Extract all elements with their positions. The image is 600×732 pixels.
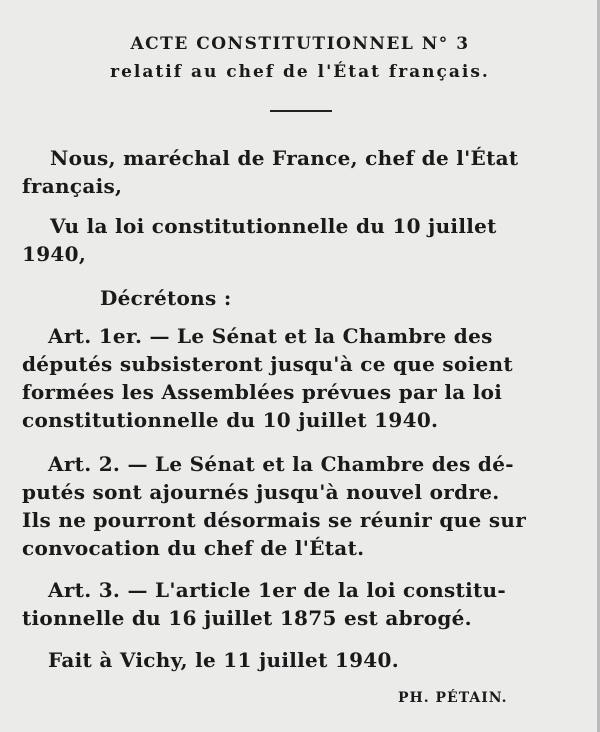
document-subtitle: relatif au chef de l'État français. — [110, 62, 490, 82]
signature: PH. PÉTAIN. — [398, 690, 508, 706]
title-divider — [270, 110, 332, 112]
article-1-line: formées les Assemblées prévues par la loi — [22, 380, 503, 404]
text-line: Décrétons : — [100, 286, 232, 310]
text-line: français, — [22, 174, 123, 198]
article-3-line: Art. 3. — L'article 1er de la loi constitu- — [48, 578, 506, 602]
article-2-line: Ils ne pourront désormais se réunir que sur — [22, 508, 527, 532]
article-3-line: tionnelle du 16 juillet 1875 est abrogé. — [22, 606, 472, 630]
article-1-line: députés subsisteront jusqu'à ce que soient — [22, 352, 513, 376]
date-line: Fait à Vichy, le 11 juillet 1940. — [48, 648, 400, 672]
document-title: ACTE CONSTITUTIONNEL N° 3 — [130, 34, 470, 54]
article-2-line: putés sont ajournés jusqu'à nouvel ordre. — [22, 480, 500, 504]
text-line: 1940, — [22, 242, 87, 266]
article-2-line: Art. 2. — Le Sénat et la Chambre des dé- — [48, 452, 514, 476]
article-2-line: convocation du chef de l'État. — [22, 536, 365, 560]
text-line: Nous, maréchal de France, chef de l'État — [50, 146, 519, 170]
text-line: Vu la loi constitutionnelle du 10 juillet — [50, 214, 497, 238]
article-1-line: Art. 1er. — Le Sénat et la Chambre des — [48, 324, 493, 348]
article-1-line: constitutionnelle du 10 juillet 1940. — [22, 408, 439, 432]
